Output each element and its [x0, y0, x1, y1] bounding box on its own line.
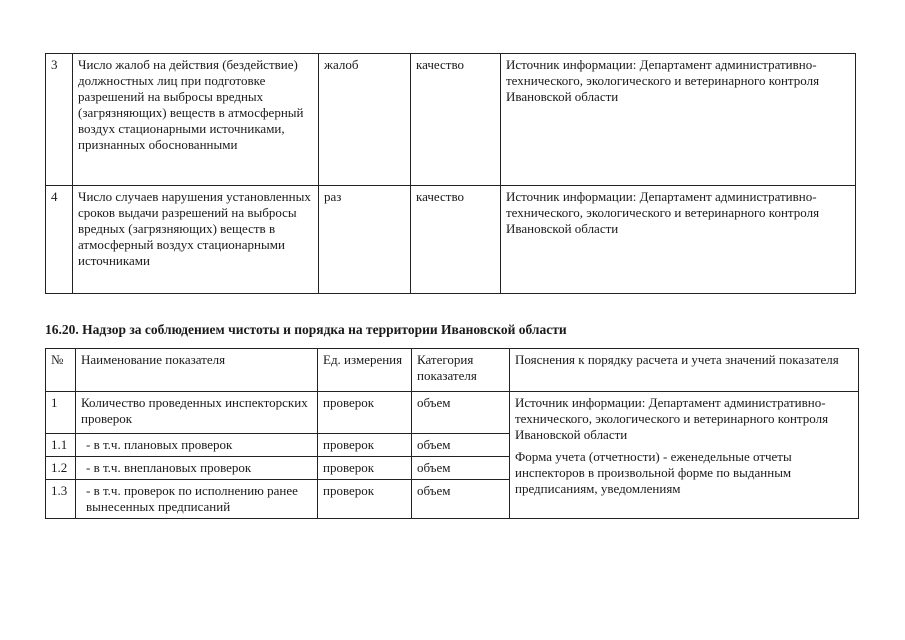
- indicator-name: Число случаев нарушения установленных сроков выдачи разрешений на выбросы вредных (загрязняющих) веществ в атмосферный воздух стационарными источниками: [73, 186, 319, 294]
- indicator-name: - в т.ч. внеплановых проверок: [76, 457, 318, 480]
- indicator-note: Источник информации: Департамент административно-технического, экологического и ветеринарного контроля Ивановской области: [501, 186, 856, 294]
- indicator-category: объем: [412, 480, 510, 519]
- indicator-note: Источник информации: Департамент административно-технического, экологического и ветеринарного контроля Ивановской области: [501, 54, 856, 186]
- unit-of-measure: раз: [319, 186, 411, 294]
- table-row: [46, 54, 856, 186]
- row-number: 1: [46, 392, 76, 434]
- indicator-category: объем: [412, 457, 510, 480]
- row-number: 1.3: [46, 480, 76, 519]
- table-row: [46, 392, 859, 434]
- indicator-category: качество: [411, 54, 501, 186]
- table-header-row: [46, 349, 859, 392]
- header-name: Наименование показателя: [76, 349, 318, 392]
- indicators-table: [45, 348, 859, 519]
- unit-of-measure: проверок: [318, 457, 412, 480]
- header-number: №: [46, 349, 76, 392]
- header-category: Категория показателя: [412, 349, 510, 392]
- unit-of-measure: проверок: [318, 480, 412, 519]
- indicator-name: Число жалоб на действия (бездействие) должностных лиц при подготовке разрешений на выбросы вредных (загрязняющих) веществ в атмосферный воздух стационарными источниками, признанных обоснованными: [73, 54, 319, 186]
- section-heading: 16.20. Надзор за соблюдением чистоты и порядка на территории Ивановской области: [45, 322, 567, 337]
- row-number: 1.1: [46, 434, 76, 457]
- indicators-table-continued: [45, 53, 856, 294]
- table-row: [46, 186, 856, 294]
- indicator-name: Количество проведенных инспекторских проверок: [76, 392, 318, 434]
- note-source: Источник информации: Департамент административно-технического, экологического и ветеринарного контроля Ивановской области: [515, 395, 829, 442]
- unit-of-measure: проверок: [318, 434, 412, 457]
- merged-note-cell: [510, 392, 859, 519]
- unit-of-measure: жалоб: [319, 54, 411, 186]
- note-reporting-form: Форма учета (отчетности) - еженедельные отчеты инспекторов в произвольной форме по выданным предписаниям, уведомлениям: [515, 449, 792, 496]
- row-number: 1.2: [46, 457, 76, 480]
- indicator-category: объем: [412, 392, 510, 434]
- indicator-category: качество: [411, 186, 501, 294]
- header-note: Пояснения к порядку расчета и учета значений показателя: [510, 349, 859, 392]
- row-number: 4: [46, 186, 73, 294]
- header-unit: Ед. измерения: [318, 349, 412, 392]
- indicator-category: объем: [412, 434, 510, 457]
- indicator-name: - в т.ч. плановых проверок: [76, 434, 318, 457]
- row-number: 3: [46, 54, 73, 186]
- indicator-name: - в т.ч. проверок по исполнению ранее вынесенных предписаний: [76, 480, 318, 519]
- unit-of-measure: проверок: [318, 392, 412, 434]
